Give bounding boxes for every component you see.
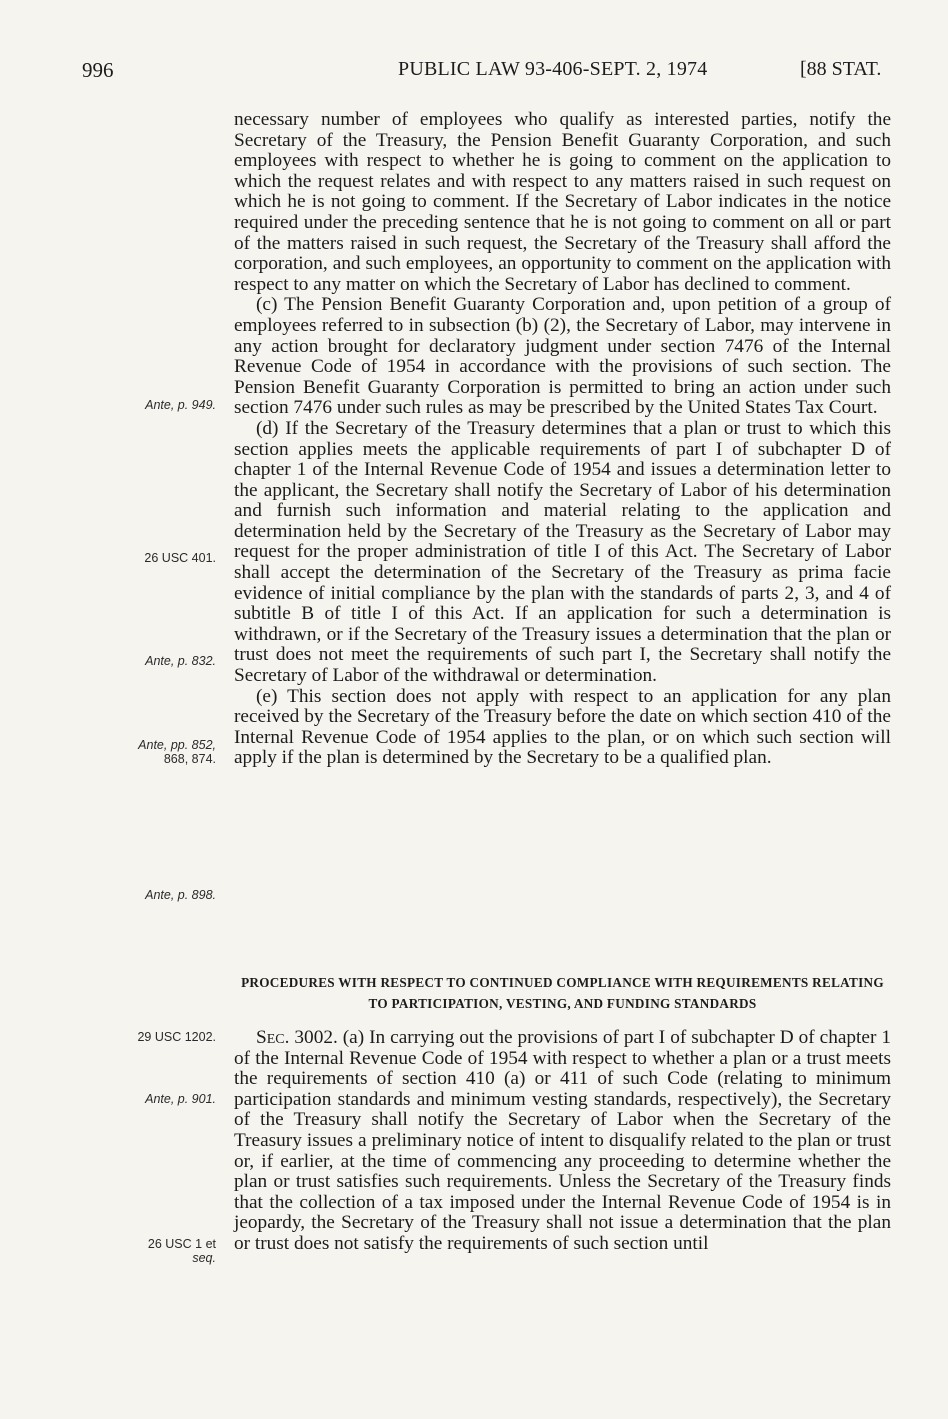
paragraph-d: (d) If the Secretary of the Treasury determines that a plan or trust to which this section applies meets the applicable requirements of part I of subchapter D of chapter 1 of the Internal Revenue Code of 1954 and issues a determination letter to the applicant, the Secretary shall notify the Secretary of Labor of his determination and furnish such information and material relating to the application and determination held by the Secretary of the Treasury as the Secretary of Labor may request for the proper administration of title I of this Act. The Secretary of Labor shall accept the determination of the Secretary of the Treasury as prima facie evidence of initial compliance by the plan with the standards of parts 2, 3, and 4 of subtitle B of title I of this Act. If an application for such a determination is withdrawn, or if the Secretary of the Treasury issues a determination that the plan or trust does not meet the requirements of such part I, the Secretary shall notify the Secretary of Labor of the withdrawal or determination. bbox=[234, 417, 891, 687]
margin-note-text: 29 USC 1202. bbox=[137, 1030, 216, 1044]
margin-note-ante-898 bbox=[78, 888, 216, 902]
margin-note-text: Ante, p. 832. bbox=[145, 654, 216, 668]
section-3002-text: 3002. (a) In carrying out the provisions of part I of subchapter D of chapter 1 of the Internal Revenue Code of 1954 with respect to whether a plan or a trust meets the requirements of section 410 (a) or 411 of such Code (relating to minimum participation standards and minimum vesting standards, respectively), the Secretary of the Treasury shall notify the Secretary of Labor when the Secretary of the Treasury issues a preliminary notice of intent to disqualify related to the plan or trust or, if earlier, at the time of commencing any proceeding to determine whether the plan or trust satisfies such requirements. Unless the Secretary of the Treasury finds that the collection of a tax imposed under the Internal Revenue Code of 1954 is in jeopardy, the Secretary of the Treasury shall not issue a determination that the plan or trust does not satisfy the requirements of such section until bbox=[234, 1027, 891, 1254]
margin-note-29-usc-1202 bbox=[78, 1030, 216, 1044]
margin-note-text: seq. bbox=[192, 1251, 216, 1265]
page-number: 996 bbox=[82, 58, 114, 82]
margin-note-ante-949 bbox=[78, 398, 216, 412]
lower-text-block bbox=[234, 1028, 891, 1255]
paragraph-e: (e) This section does not apply with respect to an application for any plan received by the Secretary of the Treasury before the date on which section 410 of the Internal Revenue Code of 1954 applies to the plan, or on which such section will apply if the plan is determined by the Secretary to be a qualified plan. bbox=[234, 685, 891, 769]
volume-reference: [88 STAT. bbox=[800, 58, 882, 80]
paragraph-continuation: necessary number of employees who qualify as interested parties, notify the Secretary of the Treasury, the Pension Benefit Guaranty Corporation, and such employees with respect to whether he is going to comment on the application to which the request relates and with respect to any matters raised in such request on which he is not going to comment. If the Secretary of Labor indicates in the notice required under the preceding sentence that he is not going to comment on all or part of the matters raised in such request, the Secretary of the Treasury shall afford the corporation, and such employees, an opportunity to comment on the application with respect to any matter on which the Secretary of Labor has declined to comment. bbox=[234, 109, 891, 295]
section-3002-paragraph bbox=[234, 1028, 891, 1255]
margin-note-ante-852 bbox=[78, 738, 216, 766]
section-heading: PROCEDURES WITH RESPECT TO CONTINUED COMPLIANCE WITH REQUIREMENTS RELATING TO PARTICIPATION, VESTING, AND FUNDING STANDARDS bbox=[241, 975, 884, 1011]
margin-note-text: Ante, pp. 852, bbox=[138, 738, 216, 752]
upper-text-block bbox=[234, 110, 891, 769]
margin-note-26-usc-401 bbox=[78, 551, 216, 565]
margin-note-text: Ante, p. 898. bbox=[145, 888, 216, 902]
margin-note-ante-901 bbox=[78, 1092, 216, 1106]
margin-note-text: 26 USC 1 et bbox=[147, 1237, 216, 1251]
margin-note-ante-832 bbox=[78, 654, 216, 668]
running-head: PUBLIC LAW 93-406-SEPT. 2, 1974 bbox=[398, 58, 708, 80]
section-label: Sec. bbox=[256, 1027, 290, 1048]
margin-note-26-usc-1 bbox=[78, 1237, 216, 1265]
margin-note-text: 26 USC 401. bbox=[144, 551, 216, 565]
margin-note-text: 868, 874. bbox=[163, 752, 216, 766]
margin-note-text: Ante, p. 949. bbox=[145, 398, 216, 412]
margin-note-text: Ante, p. 901. bbox=[145, 1092, 216, 1106]
paragraph-c: (c) The Pension Benefit Guaranty Corporation and, upon petition of a group of employees referred to in subsection (b) (2), the Secretary of Labor, may intervene in any action brought for declaratory judgment under section 7476 of the Internal Revenue Code of 1954 in accordance with the provisions of such section. The Pension Benefit Guaranty Corporation is permitted to bring an action under such section 7476 under such rules as may be prescribed by the United States Tax Court. bbox=[234, 294, 891, 419]
